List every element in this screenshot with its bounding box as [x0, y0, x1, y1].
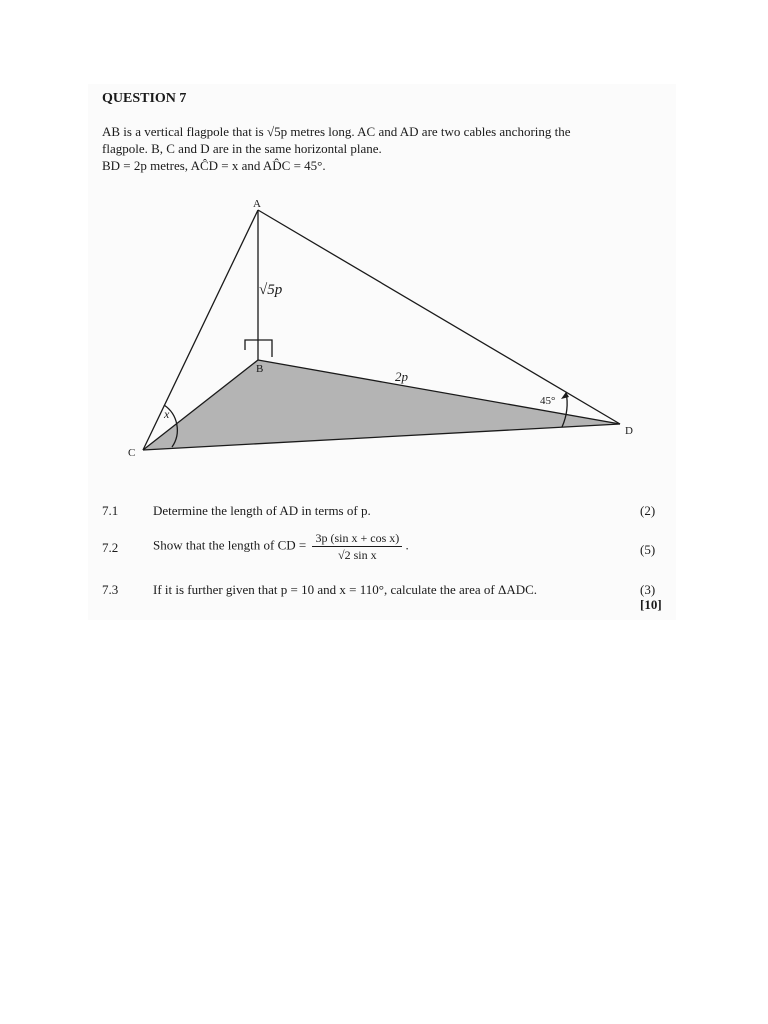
q2-marks: (5): [640, 542, 656, 557]
q2-text-line: [153, 531, 409, 562]
q2-text: Show that the length of CD =: [153, 537, 307, 553]
q3-marks: (3): [640, 582, 656, 597]
q1-marks: (2): [640, 503, 656, 518]
label-d: D: [625, 425, 633, 437]
label-angle-45: 45°: [540, 395, 556, 407]
q2-period: .: [405, 537, 409, 553]
fraction-numerator: 3p (sin x + cos x): [312, 531, 402, 547]
intro-line-2: flagpole. B, C and D are in the same horizontal plane.: [102, 141, 382, 156]
label-angle-x: x: [164, 407, 170, 421]
fraction-denominator: √2 sin x: [338, 548, 377, 562]
label-b: B: [256, 363, 264, 375]
question-heading: QUESTION 7: [102, 91, 187, 106]
q2-number: 7.2: [102, 540, 119, 555]
q3-number: 7.3: [102, 582, 119, 597]
label-ab-length: √5p: [259, 282, 283, 298]
total-marks: [10]: [640, 597, 662, 612]
label-c: C: [128, 447, 136, 459]
intro-line-3: BD = 2p metres, AĈD = x and AD̂C = 45°.: [102, 158, 326, 173]
q3-text: If it is further given that p = 10 and x = 110°, calculate the area of ΔADC.: [153, 582, 538, 597]
cd-fraction: [312, 531, 402, 562]
label-bd-length: 2p: [395, 369, 408, 384]
q1-number: 7.1: [102, 503, 119, 518]
q1-text: Determine the length of AD in terms of p.: [153, 503, 371, 518]
label-a: A: [253, 198, 261, 210]
intro-line-1: AB is a vertical flagpole that is √5p metres long. AC and AD are two cables anchoring the: [102, 124, 571, 139]
